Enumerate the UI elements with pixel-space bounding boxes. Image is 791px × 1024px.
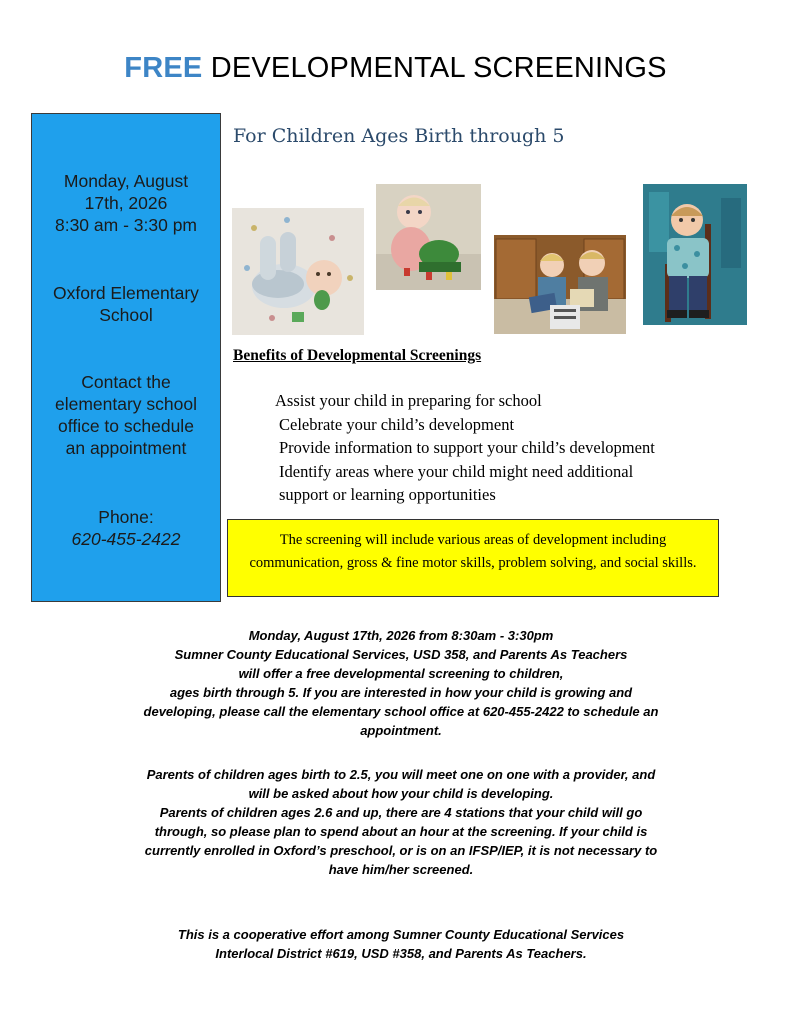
event-date-block [32,170,220,236]
subtitle: For Children Ages Birth through 5 [233,125,565,147]
location-line: School [99,305,153,325]
details-line: will be asked about how your child is developing. [248,786,554,801]
contact-line: office to schedule [58,416,194,436]
benefits-list [275,389,655,507]
contact-line: an appointment [65,438,187,458]
details-line: Sumner County Educational Services, USD 358, and Parents As Teachers [174,647,628,662]
details-line: currently enrolled in Oxford’s preschool, or is on an IFSP/IEP, it is not necessary to [144,843,658,858]
phone-block [32,506,220,550]
date-line: 17th, 2026 [84,193,168,213]
page-title [0,52,791,85]
date-line: Monday, August [63,171,189,191]
benefit-item: Provide information to support your child’s development [279,438,655,457]
location-line: Oxford Elementary [53,283,199,303]
details-line: This is a cooperative effort among Sumner County Educational Services [177,927,625,942]
details-line: appointment. [360,723,442,738]
benefit-item: Assist your child in preparing for school [275,391,542,410]
details-line: Parents of children ages birth to 2.5, you will meet one on one with a provider, and [146,767,656,782]
location-block [32,282,220,326]
title-free: FREE [124,52,203,84]
benefit-item: Celebrate your child’s development [279,414,515,434]
benefit-item: support or learning opportunities [279,485,496,504]
cooperative-effort-paragraph [95,925,707,963]
children-reading-photo [494,235,626,334]
benefits-heading: Benefits of Developmental Screenings [233,347,482,364]
details-line: will offer a free developmental screening to children, [238,666,564,681]
boy-on-chair-photo [643,184,747,325]
screening-areas-line: The screening will include various areas of development including [279,532,667,548]
info-sidebar [31,113,221,602]
phone-number: 620-455-2422 [71,529,181,549]
phone-label: Phone: [98,507,154,527]
screening-areas-box [227,519,719,597]
details-line: ages birth through 5. If you are interested in how your child is growing and [169,685,633,700]
details-line: Parents of children ages 2.6 and up, there are 4 stations that your child will go [159,805,643,820]
details-line: have him/her screened. [328,862,474,877]
event-details-paragraph [95,626,707,740]
screening-areas-line: communication, gross & fine motor skills, problem solving, and social skills. [249,555,697,571]
time-line: 8:30 am - 3:30 pm [54,215,198,235]
details-line: through, so please plan to spend about an hour at the screening. If your child is [154,824,648,839]
contact-block [32,371,220,459]
age-groups-paragraph [95,765,707,879]
benefit-item: Identify areas where your child might need additional [279,461,634,481]
contact-line: elementary school [54,394,198,414]
details-line: Monday, August 17th, 2026 from 8:30am - 3:30pm [248,628,554,643]
title-rest: DEVELOPMENTAL SCREENINGS [202,52,667,84]
contact-line: Contact the [81,372,171,392]
baby-lying-photo [232,208,364,335]
details-line: Interlocal District #619, USD #358, and Parents As Teachers. [215,946,587,961]
details-line: developing, please call the elementary school office at 620-455-2422 to schedule an [143,704,659,719]
toddler-playing-photo [376,184,481,290]
